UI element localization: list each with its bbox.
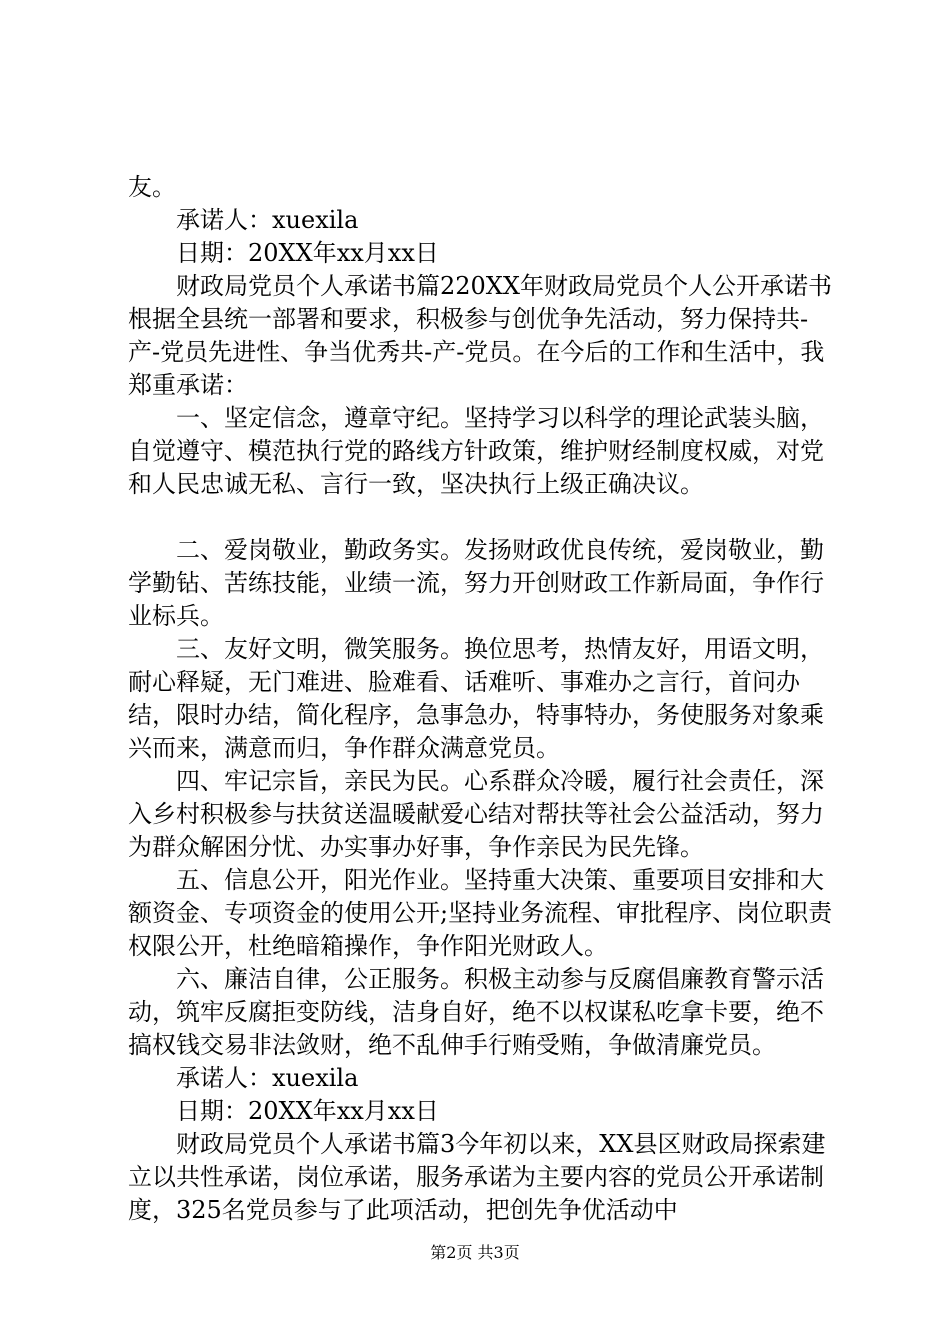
- paragraph-commitment-4: 四、牢记宗旨，亲民为民。心系群众冷暖，履行社会责任，深入乡村积极参与扶贫送温暖献爱心结对帮扶等社会公益活动，努力为群众解困分忧、办实事办好事，争作亲民为民先锋。: [128, 767, 824, 861]
- paragraph-commitment-5: 五、信息公开，阳光作业。坚持重大决策、重要项目安排和大额资金、专项资金的使用公开;坚持业务流程、审批程序、岗位职责权限公开，杜绝暗箱操作，争作阳光财政人。: [128, 866, 833, 960]
- paragraph-continuation: 友。: [128, 173, 176, 201]
- page-number-footer: 第2页 共3页: [430, 1243, 520, 1262]
- signatory-line: 承诺人：xuexila: [176, 206, 359, 234]
- date-line: 日期：20XX年xx月xx日: [176, 239, 439, 267]
- document-body: [128, 171, 838, 1227]
- date-line-2: 日期：20XX年xx月xx日: [176, 1097, 439, 1125]
- paragraph-commitment-6: 六、廉洁自律，公正服务。积极主动参与反腐倡廉教育警示活动，筑牢反腐拒变防线，洁身自好，绝不以权谋私吃拿卡要，绝不搞权钱交易非法敛财，绝不乱伸手行贿受贿，争做清廉党员。: [128, 965, 824, 1059]
- signatory-line-2: 承诺人：xuexila: [176, 1064, 359, 1092]
- paragraph-section-3-intro: 财政局党员个人承诺书篇3今年初以来，XX县区财政局探索建立以共性承诺，岗位承诺，服务承诺为主要内容的党员公开承诺制度，325名党员参与了此项活动，把创先争优活动中: [128, 1130, 826, 1224]
- paragraph-commitment-1: 一、坚定信念，遵章守纪。坚持学习以科学的理论武装头脑，自觉遵守、模范执行党的路线方针政策，维护财经制度权威，对党和人民忠诚无私、言行一致，坚决执行上级正确决议。: [128, 404, 824, 498]
- paragraph-commitment-2: 二、爱岗敬业，勤政务实。发扬财政优良传统，爱岗敬业，勤学勤钻、苦练技能，业绩一流，努力开创财政工作新局面，争作行业标兵。: [128, 536, 824, 630]
- paragraph-section-2-intro: 财政局党员个人承诺书篇220XX年财政局党员个人公开承诺书根据全县统一部署和要求，积极参与创优争先活动，努力保持共-产-党员先进性、争当优秀共-产-党员。在今后的工作和生活中，我郑重承诺：: [128, 272, 832, 399]
- paragraph-commitment-3: 三、友好文明，微笑服务。换位思考，热情友好，用语文明，耐心释疑，无门难进、脸难看、话难听、事难办之言行，首问办结，限时办结，简化程序，急事急办，特事特办，务使服务对象乘兴而来，满意而归，争作群众满意党员。: [128, 635, 824, 762]
